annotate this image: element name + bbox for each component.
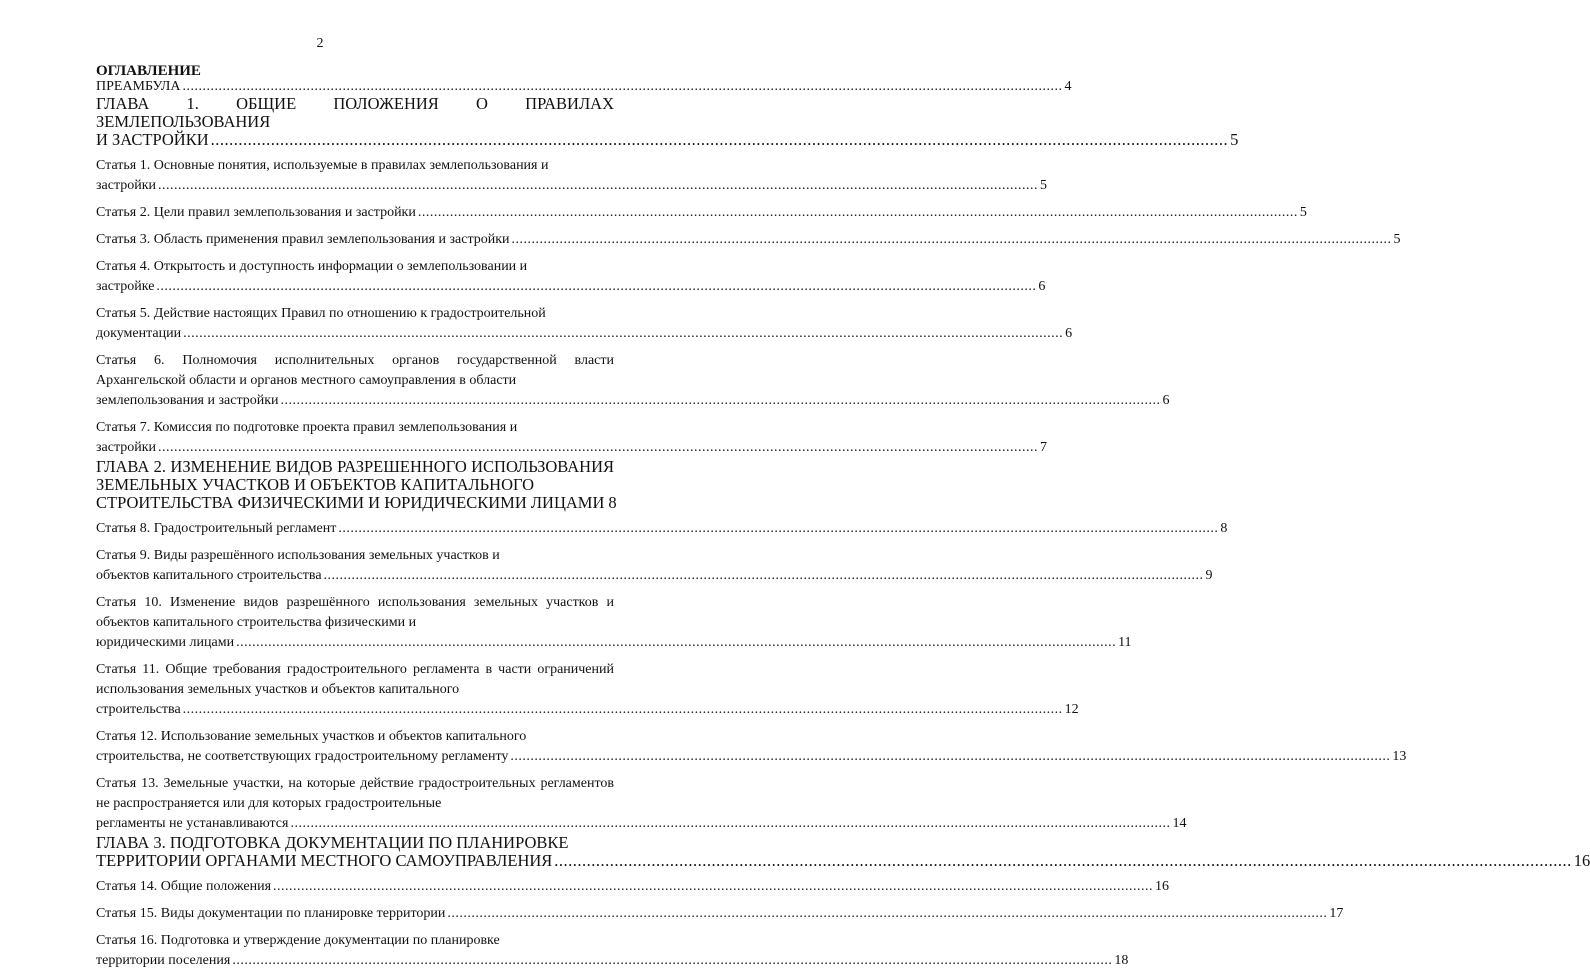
toc-entry-text: Статья 16. Подготовка и утверждение документации по планировке [96, 933, 500, 948]
toc-entry-text: Статья 5. Действие настоящих Правил по отношению к градостроительной [96, 306, 546, 321]
toc-article-entry[interactable] [96, 546, 1213, 586]
toc-entry-text: ГЛАВА 1. ОБЩИЕ ПОЛОЖЕНИЯ О ПРАВИЛАХ ЗЕМЛЕПОЛЬЗОВАНИЯ [96, 94, 614, 131]
toc-article-entry[interactable] [96, 904, 1344, 924]
dot-leader: ............................................................................................................................................................................................................................ [510, 749, 1391, 764]
toc-entry-text-tail: объектов капитального строительства [96, 568, 322, 583]
toc-title: ОГЛАВЛЕНИЕ [96, 63, 201, 79]
toc-entry-line [96, 747, 1407, 767]
toc-page-number: 8 [1220, 521, 1228, 536]
toc-entry-line [96, 951, 1129, 971]
toc-article-entry[interactable] [96, 774, 1187, 834]
toc-article-entry[interactable] [96, 593, 1132, 653]
dot-leader: ............................................................................................................................................................................................................................ [280, 393, 1161, 408]
toc-page-number: 5 [1040, 178, 1048, 193]
toc-entry-text: Статья 9. Виды разрешённого использования земельных участков и [96, 548, 500, 563]
page-number: 2 [316, 36, 324, 51]
toc-entry-text-tail: ПРЕАМБУЛА [96, 79, 181, 94]
toc-entry-text-tail: Статья 14. Общие положения [96, 879, 272, 894]
toc-entry-text-tail: территории поселения [96, 953, 231, 968]
toc-entry-text: ГЛАВА 2. ИЗМЕНЕНИЕ ВИДОВ РАЗРЕШЕННОГО ИСПОЛЬЗОВАНИЯ ЗЕМЕЛЬНЫХ УЧАСТКОВ И ОБЪЕКТОВ КАПИТАЛЬНОГО [96, 457, 614, 494]
toc-page-number: 5 [1299, 205, 1307, 220]
toc-entry-text-tail: СТРОИТЕЛЬСТВА ФИЗИЧЕСКИМИ И ЮРИДИЧЕСКИМИ ЛИЦАМИ [96, 493, 605, 512]
toc-entry-text-tail: Статья 8. Градостроительный регламент [96, 521, 337, 536]
toc-article-entry[interactable] [96, 418, 1048, 458]
toc-page-number: 11 [1118, 635, 1132, 650]
dot-leader: ............................................................................................................................................................................................................................ [290, 816, 1171, 831]
table-of-contents [96, 63, 1590, 971]
toc-entry-text: Статья 13. Земельные участки, на которые действие градостроительных регламентов не распространяется или для которых градостроительные [96, 776, 614, 811]
toc-page-number: 6 [1038, 279, 1046, 294]
toc-article-entry[interactable] [96, 931, 1129, 971]
dot-leader: ............................................................................................................................................................................................................................ [338, 521, 1219, 536]
toc-entry-line [96, 277, 1046, 297]
toc-page-number: 8 [608, 493, 617, 512]
toc-entry-text: Статья 1. Основные понятия, используемые в правилах землепользования и [96, 158, 549, 173]
toc-entry-line [96, 438, 1048, 458]
dot-leader: ............................................................................................................................................................................................................................ [232, 953, 1113, 968]
dot-leader: ............................................................................................................................................................................................................................ [323, 568, 1204, 583]
toc-page-number: 13 [1392, 749, 1407, 764]
toc-entry-line [96, 230, 1401, 250]
toc-entries [96, 79, 1590, 971]
toc-chapter-entry[interactable] [96, 94, 1239, 149]
toc-entry-line [96, 324, 1073, 344]
dot-leader: ............................................................................................................................................................................................................................ [183, 326, 1064, 341]
toc-page-number: 18 [1114, 953, 1129, 968]
toc-article-entry[interactable] [96, 351, 1170, 411]
toc-page-number: 6 [1065, 326, 1073, 341]
toc-entry-text: Статья 10. Изменение видов разрешённого использования земельных участков и объектов капитального строительства физическими и [96, 595, 614, 630]
toc-entry-text-tail: застройки [96, 178, 157, 193]
toc-entry-line [96, 519, 1228, 539]
toc-entry-text-tail: землепользования и застройки [96, 393, 279, 408]
toc-page-number: 16 [1155, 879, 1170, 894]
dot-leader: ............................................................................................................................................................................................................................ [158, 178, 1039, 193]
toc-entry-line [96, 203, 1307, 223]
toc-chapter-entry[interactable] [96, 833, 1590, 870]
toc-entry-text-tail: Статья 2. Цели правил землепользования и застройки [96, 205, 416, 220]
toc-chapter-entry[interactable] [96, 457, 617, 512]
toc-entry-line [96, 851, 1590, 870]
toc-page-number: 6 [1162, 393, 1170, 408]
toc-entry-text-tail: документации [96, 326, 182, 341]
toc-page-number: 4 [1064, 79, 1072, 94]
toc-entry-line [96, 904, 1344, 924]
toc-entry-text: Статья 4. Открытость и доступность информации о землепользовании и [96, 259, 528, 274]
dot-leader: ............................................................................................................................................................................................................................ [236, 635, 1117, 650]
toc-page-number: 7 [1040, 440, 1048, 455]
toc-page-number: 14 [1172, 816, 1187, 831]
dot-leader: ............................................................................................................................................................................................................................ [554, 851, 1572, 870]
toc-page-number: 16 [1573, 851, 1590, 870]
toc-entry-line [96, 176, 1048, 196]
toc-entry-text-tail: строительства, не соответствующих градостроительному регламенту [96, 749, 509, 764]
dot-leader: ............................................................................................................................................................................................................................ [210, 130, 1229, 149]
toc-entry-line [96, 79, 1072, 95]
toc-page-number: 12 [1064, 702, 1079, 717]
dot-leader: ............................................................................................................................................................................................................................ [156, 279, 1037, 294]
toc-entry-text-tail: застройки [96, 440, 157, 455]
toc-entry-text: ГЛАВА 3. ПОДГОТОВКА ДОКУМЕНТАЦИИ ПО ПЛАНИРОВКЕ [96, 833, 569, 852]
dot-leader: ............................................................................................................................................................................................................................ [447, 906, 1328, 921]
toc-entry-line [96, 877, 1170, 897]
toc-entry-line [96, 814, 1187, 834]
toc-article-entry[interactable] [96, 203, 1307, 223]
toc-entry-text-tail: регламенты не устанавливаются [96, 816, 289, 831]
dot-leader: ............................................................................................................................................................................................................................ [417, 205, 1298, 220]
toc-entry-line [96, 633, 1132, 653]
toc-article-entry[interactable] [96, 727, 1407, 767]
toc-entry-text-tail: застройке [96, 279, 155, 294]
toc-entry-line [96, 566, 1213, 586]
toc-article-entry[interactable] [96, 877, 1170, 897]
toc-page-number: 5 [1393, 232, 1401, 247]
toc-entry-text: Статья 12. Использование земельных участков и объектов капитального [96, 729, 527, 744]
toc-entry-text-tail: Статья 3. Область применения правил землепользования и застройки [96, 232, 510, 247]
toc-article-entry[interactable] [96, 304, 1073, 344]
toc-article-entry[interactable] [96, 257, 1046, 297]
toc-entry-line [96, 700, 1079, 720]
toc-entry-text-tail: ТЕРРИТОРИИ ОРГАНАМИ МЕСТНОГО САМОУПРАВЛЕНИЯ [96, 851, 553, 870]
toc-entry-line [96, 391, 1170, 411]
toc-entry-text: Статья 6. Полномочия исполнительных органов государственной власти Архангельской области и органов местного самоуправления в области [96, 353, 614, 388]
toc-page-number: 17 [1329, 906, 1344, 921]
toc-page-number: 5 [1230, 130, 1239, 149]
toc-entry-text: Статья 7. Комиссия по подготовке проекта правил землепользования и [96, 420, 518, 435]
toc-article-entry[interactable] [96, 660, 1079, 720]
dot-leader: ............................................................................................................................................................................................................................ [511, 232, 1392, 247]
dot-leader: ............................................................................................................................................................................................................................ [182, 79, 1063, 94]
dot-leader: ............................................................................................................................................................................................................................ [273, 879, 1154, 894]
toc-entry-text-tail: юридическими лицами [96, 635, 235, 650]
toc-article-entry[interactable] [96, 230, 1401, 250]
toc-entry-text: Статья 11. Общие требования градостроительного регламента в части ограничений использования земельных участков и объектов капитального [96, 662, 614, 697]
toc-entry-line [96, 130, 1239, 149]
toc-entry-line [96, 493, 617, 512]
toc-entry-text-tail: И ЗАСТРОЙКИ [96, 130, 209, 149]
toc-article-entry[interactable] [96, 519, 1228, 539]
toc-page-number: 9 [1205, 568, 1213, 583]
dot-leader: ............................................................................................................................................................................................................................ [158, 440, 1039, 455]
dot-leader: ............................................................................................................................................................................................................................ [182, 702, 1063, 717]
toc-article-entry[interactable] [96, 156, 1048, 196]
toc-entry-text-tail: Статья 15. Виды документации по планировке территории [96, 906, 446, 921]
toc-entry-text-tail: строительства [96, 702, 181, 717]
toc-preamble-entry[interactable] [96, 79, 1072, 95]
